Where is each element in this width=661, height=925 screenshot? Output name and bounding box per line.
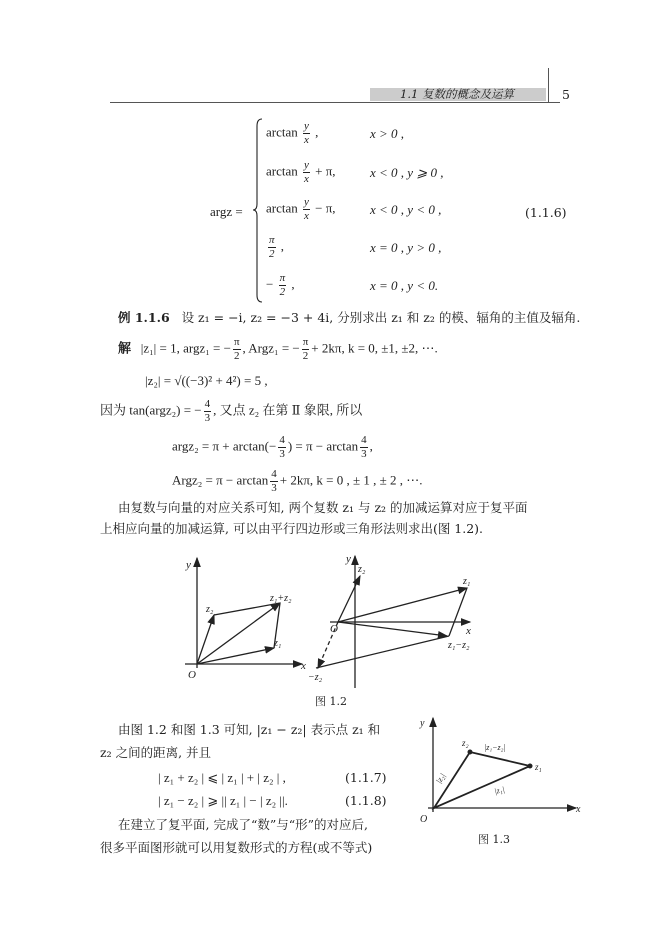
formula-lhs: argz =: [210, 204, 243, 219]
paragraph-1-line-1: 由复数与向量的对应关系可知, 两个复数 z₁ 与 z₂ 的加减运算对应于复平面: [118, 500, 528, 515]
denominator: 2: [269, 248, 275, 260]
label-z1: z₁: [274, 638, 282, 649]
label-neg-z2: −z₂: [308, 672, 323, 683]
case-suffix: − π,: [315, 200, 336, 216]
solution-line-1: [118, 336, 438, 363]
numerator: y: [304, 196, 309, 208]
case-fraction: [279, 272, 287, 299]
num: 4: [271, 468, 277, 480]
solution-line-4: [172, 434, 373, 461]
den: 2: [302, 350, 309, 362]
den: 3: [361, 448, 367, 460]
header-rule: [110, 102, 560, 103]
text: 因为 tan(argz₂) = −: [100, 402, 202, 418]
origin-label: O: [420, 814, 428, 822]
case-condition: x < 0 , y ⩾ 0 ,: [370, 165, 444, 180]
label-diff: z₁−z₂: [448, 640, 470, 651]
numerator: y: [304, 120, 309, 132]
denominator: x: [304, 173, 309, 185]
text: ) = π − arctan: [287, 438, 359, 454]
figure-1-2-caption: 图 1.2: [315, 695, 347, 708]
text: |z₁| = 1, argz₁ = −: [140, 340, 231, 356]
text: argz₂ = π + arctan(−: [172, 438, 277, 454]
text: Argz₂ = π − arctan: [172, 472, 269, 488]
case-prefix: arctan: [266, 163, 298, 179]
figure-1-2: [170, 548, 490, 698]
label-z1: z₁: [463, 576, 471, 587]
case-condition: x > 0 ,: [370, 126, 405, 141]
den: 3: [271, 482, 277, 494]
num: 4: [279, 434, 285, 446]
label-sum: z₁+z₂: [270, 593, 292, 604]
case-fraction: [303, 159, 310, 186]
equation-number-117: (1.1.7): [345, 770, 387, 785]
solution-line-3: [100, 398, 362, 425]
origin-label: O: [188, 669, 196, 681]
case-row: [266, 120, 318, 147]
case-condition: x = 0 , y < 0.: [370, 278, 439, 293]
page-number: 5: [562, 87, 570, 102]
example-line: [118, 310, 580, 326]
section-title: 1.1 复数的概念及运算: [400, 87, 514, 101]
case-row: [266, 272, 295, 299]
text: , 又点 z₂ 在第 Ⅱ 象限, 所以: [213, 402, 363, 418]
label-distance: |z₁−z₂|: [484, 743, 506, 752]
denominator: 2: [279, 286, 286, 298]
text: + 2kπ, k = 0, ±1, ±2, ⋯.: [311, 340, 438, 356]
den: 3: [204, 412, 211, 424]
paragraph-3-line-2: 很多平面图形就可以用复数形式的方程(或不等式): [100, 840, 373, 855]
text: + 2kπ, k = 0 , ± 1 , ± 2 , ⋯.: [279, 472, 423, 488]
case-row: [266, 196, 336, 223]
solution-line-5: [172, 468, 423, 495]
axis-label-x: x: [466, 625, 471, 637]
axis-label-y: y: [346, 553, 351, 565]
solution-label: 解: [118, 340, 132, 356]
equation-118: | z₁ − z₂ | ⩾ || z₁ | − | z₂ ||.: [158, 793, 288, 808]
case-prefix: arctan: [266, 124, 298, 140]
example-text: 设 z₁ = −i, z₂ = −3 + 4i, 分别求出 z₁ 和 z₂ 的模、辐角的主值及辐角.: [181, 310, 581, 325]
axis-label-y: y: [186, 559, 191, 571]
solution-line-2: |z₂| = √((−3)² + 4²) = 5 ,: [145, 373, 268, 388]
numerator: π: [279, 272, 286, 284]
num: 4: [204, 398, 211, 410]
num: π: [302, 336, 309, 348]
numerator: π: [269, 234, 275, 246]
label-z2: z₂: [462, 738, 469, 748]
figure-1-3-caption: 图 1.3: [478, 833, 510, 846]
label-modulus-z2: |z₂|: [434, 771, 448, 786]
label-z2: z₂: [206, 604, 214, 615]
case-fraction: [303, 120, 310, 147]
text: ,: [369, 438, 373, 454]
case-suffix: ,: [280, 238, 285, 254]
axis-label-y: y: [420, 718, 425, 729]
case-condition: x = 0 , y > 0 ,: [370, 240, 442, 255]
paragraph-2-line-1: 由图 1.2 和图 1.3 可知, |z₁ − z₂| 表示点 z₁ 和: [118, 722, 381, 737]
example-label: 例 1.1.6: [118, 310, 170, 325]
den: 2: [233, 350, 240, 362]
paragraph-2-line-2: z₂ 之间的距离, 并且: [100, 745, 212, 760]
case-suffix: + π,: [315, 163, 336, 179]
case-suffix: ,: [291, 276, 295, 292]
left-brace: [252, 118, 264, 303]
case-suffix: ,: [315, 124, 319, 140]
case-row: [266, 159, 336, 186]
denominator: x: [304, 134, 309, 146]
equation-117: | z₁ + z₂ | ⩽ | z₁ | + | z₂ | ,: [158, 770, 286, 785]
num: 4: [361, 434, 367, 446]
case-prefix: −: [266, 276, 274, 292]
label-z1: z₁: [535, 762, 542, 772]
case-fraction: [303, 196, 310, 223]
num: π: [233, 336, 240, 348]
axis-label-x: x: [576, 804, 581, 815]
origin-label: O: [330, 623, 338, 635]
den: 3: [279, 448, 285, 460]
denominator: x: [304, 210, 309, 222]
case-condition: x < 0 , y < 0 ,: [370, 202, 442, 217]
figure-1-3: [410, 712, 585, 822]
header-divider: [548, 68, 549, 103]
equation-number-118: (1.1.8): [345, 793, 387, 808]
numerator: y: [304, 159, 309, 171]
axis-label-x: x: [301, 660, 306, 672]
case-fraction: [268, 234, 276, 261]
equation-number-116: (1.1.6): [525, 205, 567, 220]
text: , Argz₁ = −: [242, 340, 300, 356]
case-prefix: arctan: [266, 200, 298, 216]
paragraph-3-line-1: 在建立了复平面, 完成了“数”与“形”的对应后,: [118, 817, 368, 832]
label-modulus-z1: |z₁|: [493, 784, 506, 796]
label-z2: z₂: [358, 564, 366, 575]
case-row: [266, 234, 284, 261]
paragraph-1-line-2: 上相应向量的加减运算, 可以由平行四边形或三角形法则求出(图 1.2).: [100, 521, 484, 536]
